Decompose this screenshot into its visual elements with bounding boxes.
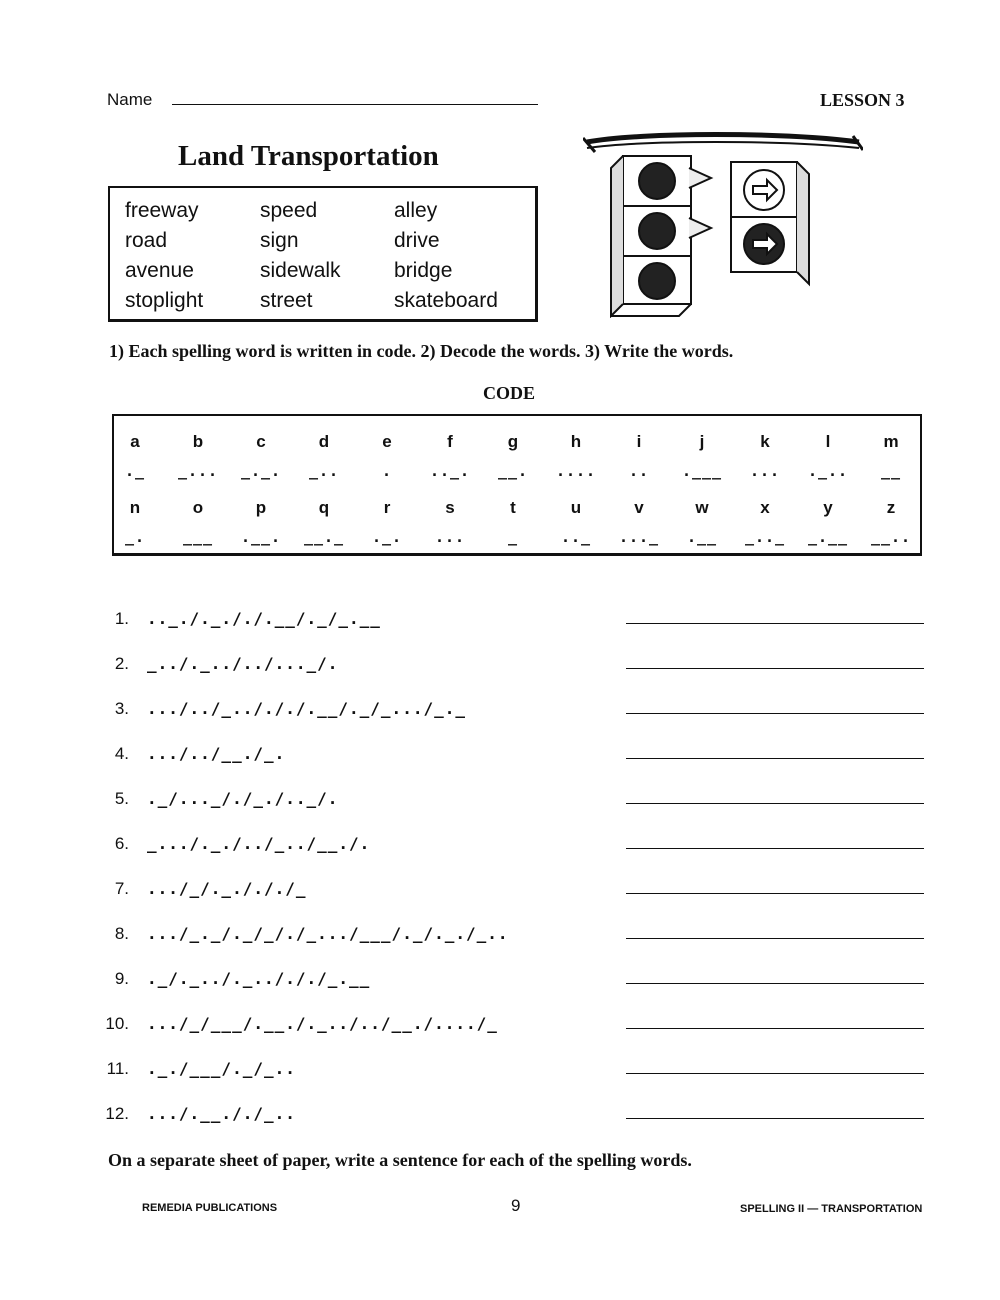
answer-line[interactable] (626, 623, 924, 624)
code-symbol: .__. (240, 528, 282, 546)
code-symbol: _.. (308, 462, 340, 480)
code-letter: q (318, 498, 330, 517)
spelling-word: bridge (394, 259, 453, 282)
problem-number: 8. (114, 924, 129, 943)
spelling-word: alley (394, 199, 438, 222)
spelling-word: skateboard (394, 289, 498, 312)
code-letter: j (699, 432, 705, 451)
problem-code: ._/._../._../././_.__ (147, 969, 371, 988)
code-symbol: .. (628, 462, 650, 480)
problem-number: 2. (114, 654, 129, 673)
code-symbol: _.._ (744, 528, 786, 546)
instructions: 1) Each spelling word is written in code. 2) Decode the words. 3) Write the words. (109, 341, 734, 361)
code-symbol: ._.. (807, 462, 849, 480)
code-symbol: ... (434, 528, 466, 546)
problem-number: 11. (106, 1059, 129, 1078)
code-letter: t (510, 498, 516, 517)
problem-number: 4. (114, 744, 129, 763)
problem-number: 12. (105, 1104, 129, 1123)
code-title: CODE (483, 383, 536, 403)
spelling-word: sign (260, 229, 299, 252)
name-label: Name (107, 90, 153, 109)
code-letter: w (695, 498, 709, 517)
code-letter: o (192, 498, 204, 517)
code-letter: v (634, 498, 644, 517)
code-key-table (112, 414, 922, 556)
code-symbol: _._. (240, 462, 282, 480)
problem-number: 9. (114, 969, 129, 988)
code-letter: i (636, 432, 642, 451)
code-symbol: __.. (870, 528, 912, 546)
code-symbol: . (381, 462, 393, 480)
problem-code: .._./._././.__/._/_.__ (147, 609, 381, 628)
lesson-label: LESSON 3 (820, 90, 905, 110)
spelling-word: drive (394, 229, 440, 252)
spelling-word: sidewalk (260, 259, 341, 282)
problem-code: .../_/___/.__./._../../__./..../_ (147, 1014, 498, 1033)
code-symbol: _... (177, 462, 219, 480)
spelling-word: street (260, 289, 313, 312)
answer-line[interactable] (626, 668, 924, 669)
spelling-word: freeway (125, 199, 199, 222)
code-letter: g (507, 432, 519, 451)
spelling-word: stoplight (125, 289, 204, 312)
code-letter: r (383, 498, 391, 517)
code-letter: u (570, 498, 582, 517)
code-symbol: ... (749, 462, 781, 480)
code-letter: c (256, 432, 266, 451)
publisher-label: REMEDIA PUBLICATIONS (142, 1202, 278, 1214)
problem-code: _.../._./../_../__./. (147, 834, 371, 853)
answer-line[interactable] (626, 713, 924, 714)
code-letter: h (570, 432, 582, 451)
code-symbol: __._ (303, 528, 345, 546)
problem-code: .../_._/._/_/./_.../___/._/._./_.. (147, 924, 509, 943)
series-label: SPELLING II — TRANSPORTATION (740, 1203, 923, 1215)
problem-code: .../../_../././.__/._/_.../_._ (147, 699, 466, 718)
code-symbol: .__ (686, 528, 718, 546)
code-letter: x (760, 498, 770, 517)
traffic-light-illustration (583, 128, 863, 318)
problem-number: 6. (114, 834, 129, 853)
problem-number: 1. (114, 609, 129, 628)
problem-code: _../._../../..._/. (147, 654, 339, 673)
problem-number: 3. (114, 699, 129, 718)
code-symbol: ..._ (618, 528, 660, 546)
code-letter: a (130, 432, 140, 451)
code-letter: d (318, 432, 330, 451)
page-number: 9 (511, 1196, 521, 1215)
code-symbol: _.__ (807, 528, 849, 546)
page-title: Land Transportation (178, 140, 439, 172)
problem-code: ._./___/._/_.. (147, 1059, 296, 1078)
code-symbol: ._ (124, 462, 146, 480)
code-symbol: .... (555, 462, 597, 480)
code-letter: b (192, 432, 204, 451)
answer-line[interactable] (626, 848, 924, 849)
answer-line[interactable] (626, 1028, 924, 1029)
code-letter: n (129, 498, 141, 517)
code-symbol: __. (497, 462, 529, 480)
code-symbol: __ (880, 462, 902, 480)
code-symbol: ___ (182, 528, 214, 546)
code-letter: m (883, 432, 899, 451)
answer-line[interactable] (626, 1073, 924, 1074)
answer-line[interactable] (626, 1118, 924, 1119)
answer-line[interactable] (626, 803, 924, 804)
spelling-word: road (125, 229, 168, 252)
spelling-word-box (108, 186, 538, 322)
problem-number: 10. (105, 1014, 129, 1033)
code-letter: e (382, 432, 392, 451)
footer-instruction: On a separate sheet of paper, write a sentence for each of the spelling words. (108, 1150, 692, 1170)
code-symbol: .._. (429, 462, 471, 480)
code-letter: f (447, 432, 453, 451)
answer-line[interactable] (626, 758, 924, 759)
code-symbol: _. (124, 528, 146, 546)
code-letter: s (445, 498, 455, 517)
code-letter: y (823, 498, 833, 517)
code-symbol: _ (507, 528, 519, 546)
code-letter: l (825, 432, 831, 451)
problem-code: .../_/._./././_ (147, 879, 307, 898)
name-write-line[interactable] (172, 104, 538, 105)
code-letter: k (760, 432, 770, 451)
code-letter: z (886, 498, 896, 517)
code-symbol: .___ (681, 462, 723, 480)
spelling-word: speed (260, 199, 318, 222)
answer-line[interactable] (626, 983, 924, 984)
problem-number: 7. (114, 879, 129, 898)
code-symbol: ._. (371, 528, 403, 546)
problem-number: 5. (114, 789, 129, 808)
answer-line[interactable] (626, 893, 924, 894)
answer-line[interactable] (626, 938, 924, 939)
spelling-word: avenue (125, 259, 194, 282)
problem-code: ._/..._/./_./.._/. (147, 789, 339, 808)
problem-code: .../../__./_. (147, 744, 286, 763)
problem-code: .../.__././_.. (147, 1104, 296, 1123)
code-symbol: .._ (560, 528, 592, 546)
code-letter: p (255, 498, 267, 517)
